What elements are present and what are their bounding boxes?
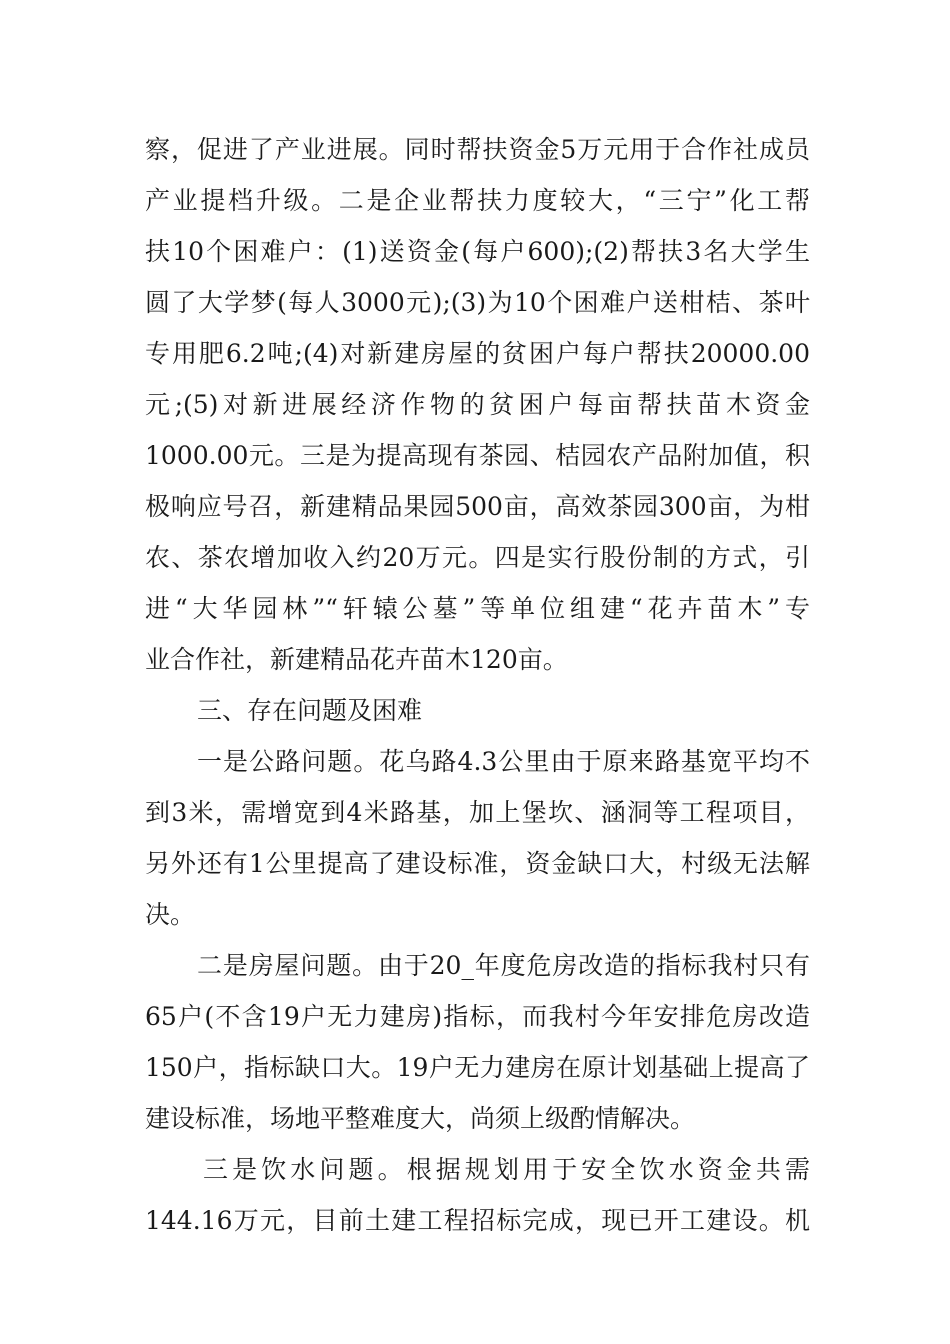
text-line: 另外还有1公里提高了建设标准，资金缺口大，村级无法解 (145, 849, 810, 878)
text-line: 二是房屋问题。由于20_年度危房改造的指标我村只有 (197, 951, 810, 980)
text-line: 极响应号召，新建精品果园500亩，高效茶园300亩，为柑 (145, 492, 810, 521)
text-line: 1000.00元。三是为提高现有茶园、桔园农产品附加值，积 (145, 441, 810, 470)
text-line: 农、茶农增加收入约20万元。四是实行股份制的方式，引 (145, 543, 810, 572)
text-line: 元;(5)对新进展经济作物的贫困户每亩帮扶苗木资金 (145, 390, 810, 419)
text-line: 65户(不含19户无力建房)指标，而我村今年安排危房改造 (145, 1002, 810, 1031)
text-line: 进“大华园林”“轩辕公墓”等单位组建“花卉苗木”专 (145, 594, 810, 623)
text-line: 专用肥6.2吨;(4)对新建房屋的贫困户每户帮扶20000.00 (145, 339, 810, 368)
text-line: 一是公路问题。花乌路4.3公里由于原来路基宽平均不 (197, 747, 810, 776)
text-line: 建设标准，场地平整难度大，尚须上级酌情解决。 (145, 1104, 696, 1133)
text-line: 产业提档升级。二是企业帮扶力度较大，“三宁”化工帮 (145, 186, 810, 215)
section-heading: 三、存在问题及困难 (197, 696, 423, 725)
text-line: 业合作社，新建精品花卉苗木120亩。 (145, 645, 568, 674)
text-line: 决。 (145, 900, 196, 929)
text-line: 到3米，需增宽到4米路基，加上堡坎、涵洞等工程项目， (145, 798, 810, 827)
text-line: 圆了大学梦(每人3000元);(3)为10个困难户送柑桔、茶叶 (145, 288, 810, 317)
text-line: 三是饮水问题。根据规划用于安全饮水资金共需 (203, 1155, 810, 1184)
text-line: 察，促进了产业进展。同时帮扶资金5万元用于合作社成员 (145, 135, 810, 164)
text-line: 150户，指标缺口大。19户无力建房在原计划基础上提高了 (145, 1053, 810, 1082)
text-line: 扶10个困难户：(1)送资金(每户600);(2)帮扶3名大学生 (145, 237, 810, 266)
text-line: 144.16万元，目前土建工程招标完成，现已开工建设。机 (145, 1206, 810, 1235)
